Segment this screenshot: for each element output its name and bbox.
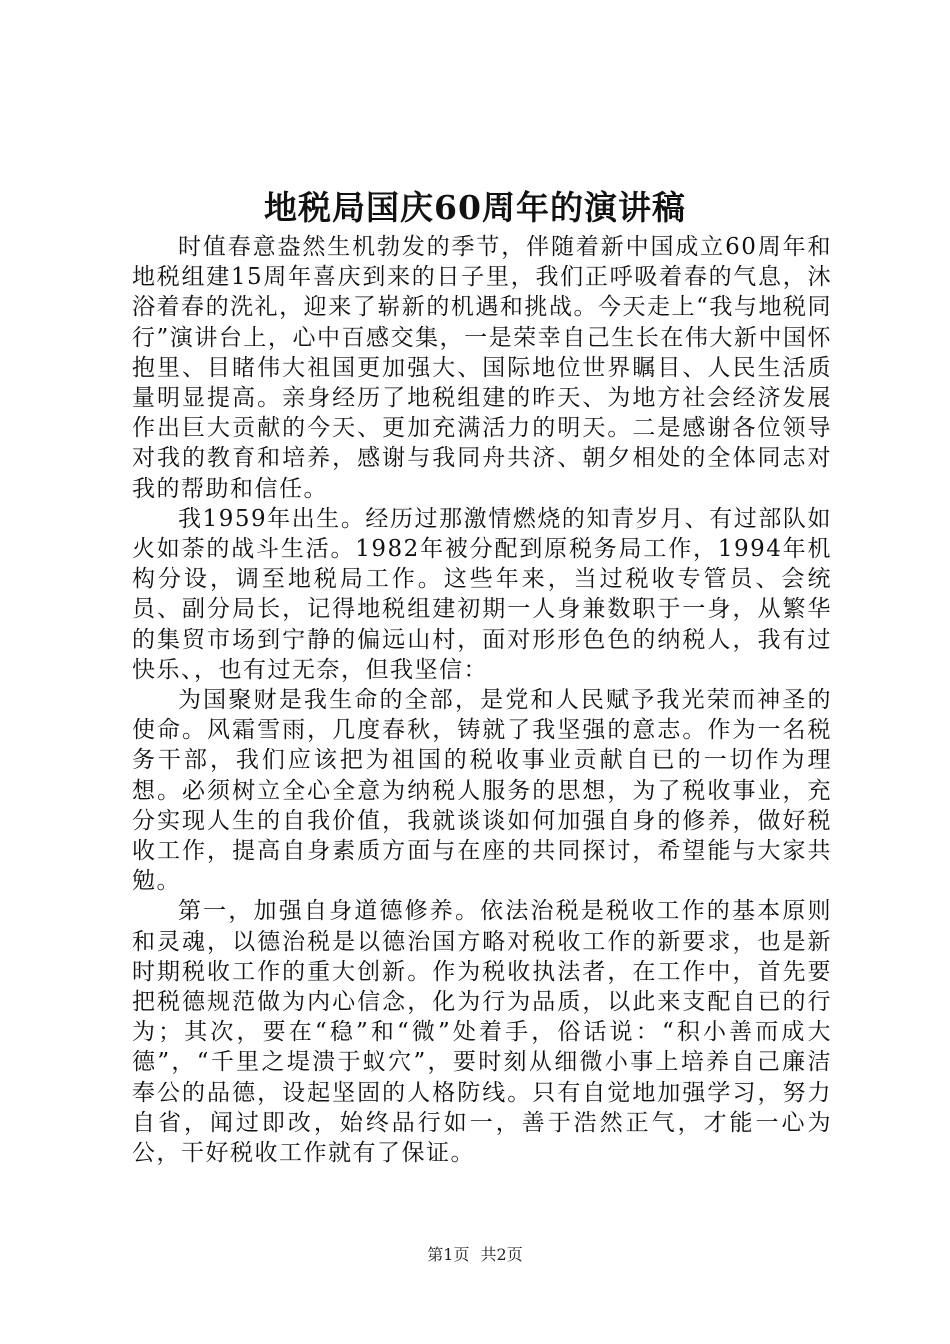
page-total: 共2页 <box>480 1245 523 1264</box>
paragraph-1: 时值春意盎然生机勃发的季节，伴随着新中国成立60周年和地税组建15周年喜庆到来的日子里，我们正呼吸着春的气息，沐浴着春的洗礼，迎来了崭新的机遇和挑战。今天走上“我与地税同行”演讲台上，心中百感交集，一是荣幸自己生长在伟大新中国怀抱里、目睹伟大祖国更加强大、国际地位世界瞩目、人民生活质量明显提高。亲身经历了地税组建的昨天、为地方社会经济发展作出巨大贡献的今天、更加充满活力的明天。二是感谢各位领导对我的教育和培养，感谢与我同舟共济、朝夕相处的全体同志对我的帮助和信任。 <box>132 234 832 502</box>
document-title: 地税局国庆60周年的演讲稿 <box>264 188 686 227</box>
document-body <box>132 232 832 1168</box>
paragraph-4: 第一，加强自身道德修养。依法治税是税收工作的基本原则和灵魂，以德治税是以德治国方略对税收工作的新要求，也是新时期税收工作的重大创新。作为税收执法者，在工作中，首先要把税德规范做为内心信念，化为行为品质，以此来支配自已的行为；其次，要在“稳”和“微”处着手，俗话说：“积小善而成大德”，“千里之堤溃于蚁穴”，要时刻从细微小事上培养自己廉洁奉公的品德，设起坚固的人格防线。只有自觉地加强学习，努力自省，闻过即改，始终品行如一，善于浩然正气，才能一心为公，干好税收工作就有了保证。 <box>132 898 832 1167</box>
paragraph-3: 为国聚财是我生命的全部，是党和人民赋予我光荣而神圣的使命。风霜雪雨，几度春秋，铸就了我坚强的意志。作为一名税务干部，我们应该把为祖国的税收事业贡献自已的一切作为理想。必须树立全心全意为纳税人服务的思想，为了税收事业，充分实现人生的自我价值，我就谈谈如何加强自身的修养，做好税收工作，提高自身素质方面与在座的共同探讨，希望能与大家共勉。 <box>132 687 832 895</box>
paragraph-2: 我1959年出生。经历过那激情燃烧的知青岁月、有过部队如火如荼的战斗生活。1982年被分配到原税务局工作，1994年机构分设，调至地税局工作。这些年来，当过税收专管员、会统员、副分局长，记得地税组建初期一人身兼数职于一身，从繁华的集贸市场到宁静的偏远山村，面对形形色色的纳税人，我有过快乐、，也有过无奈，但我坚信： <box>132 505 832 683</box>
page-footer <box>0 1244 950 1266</box>
page-number: 第1页 <box>427 1245 470 1264</box>
